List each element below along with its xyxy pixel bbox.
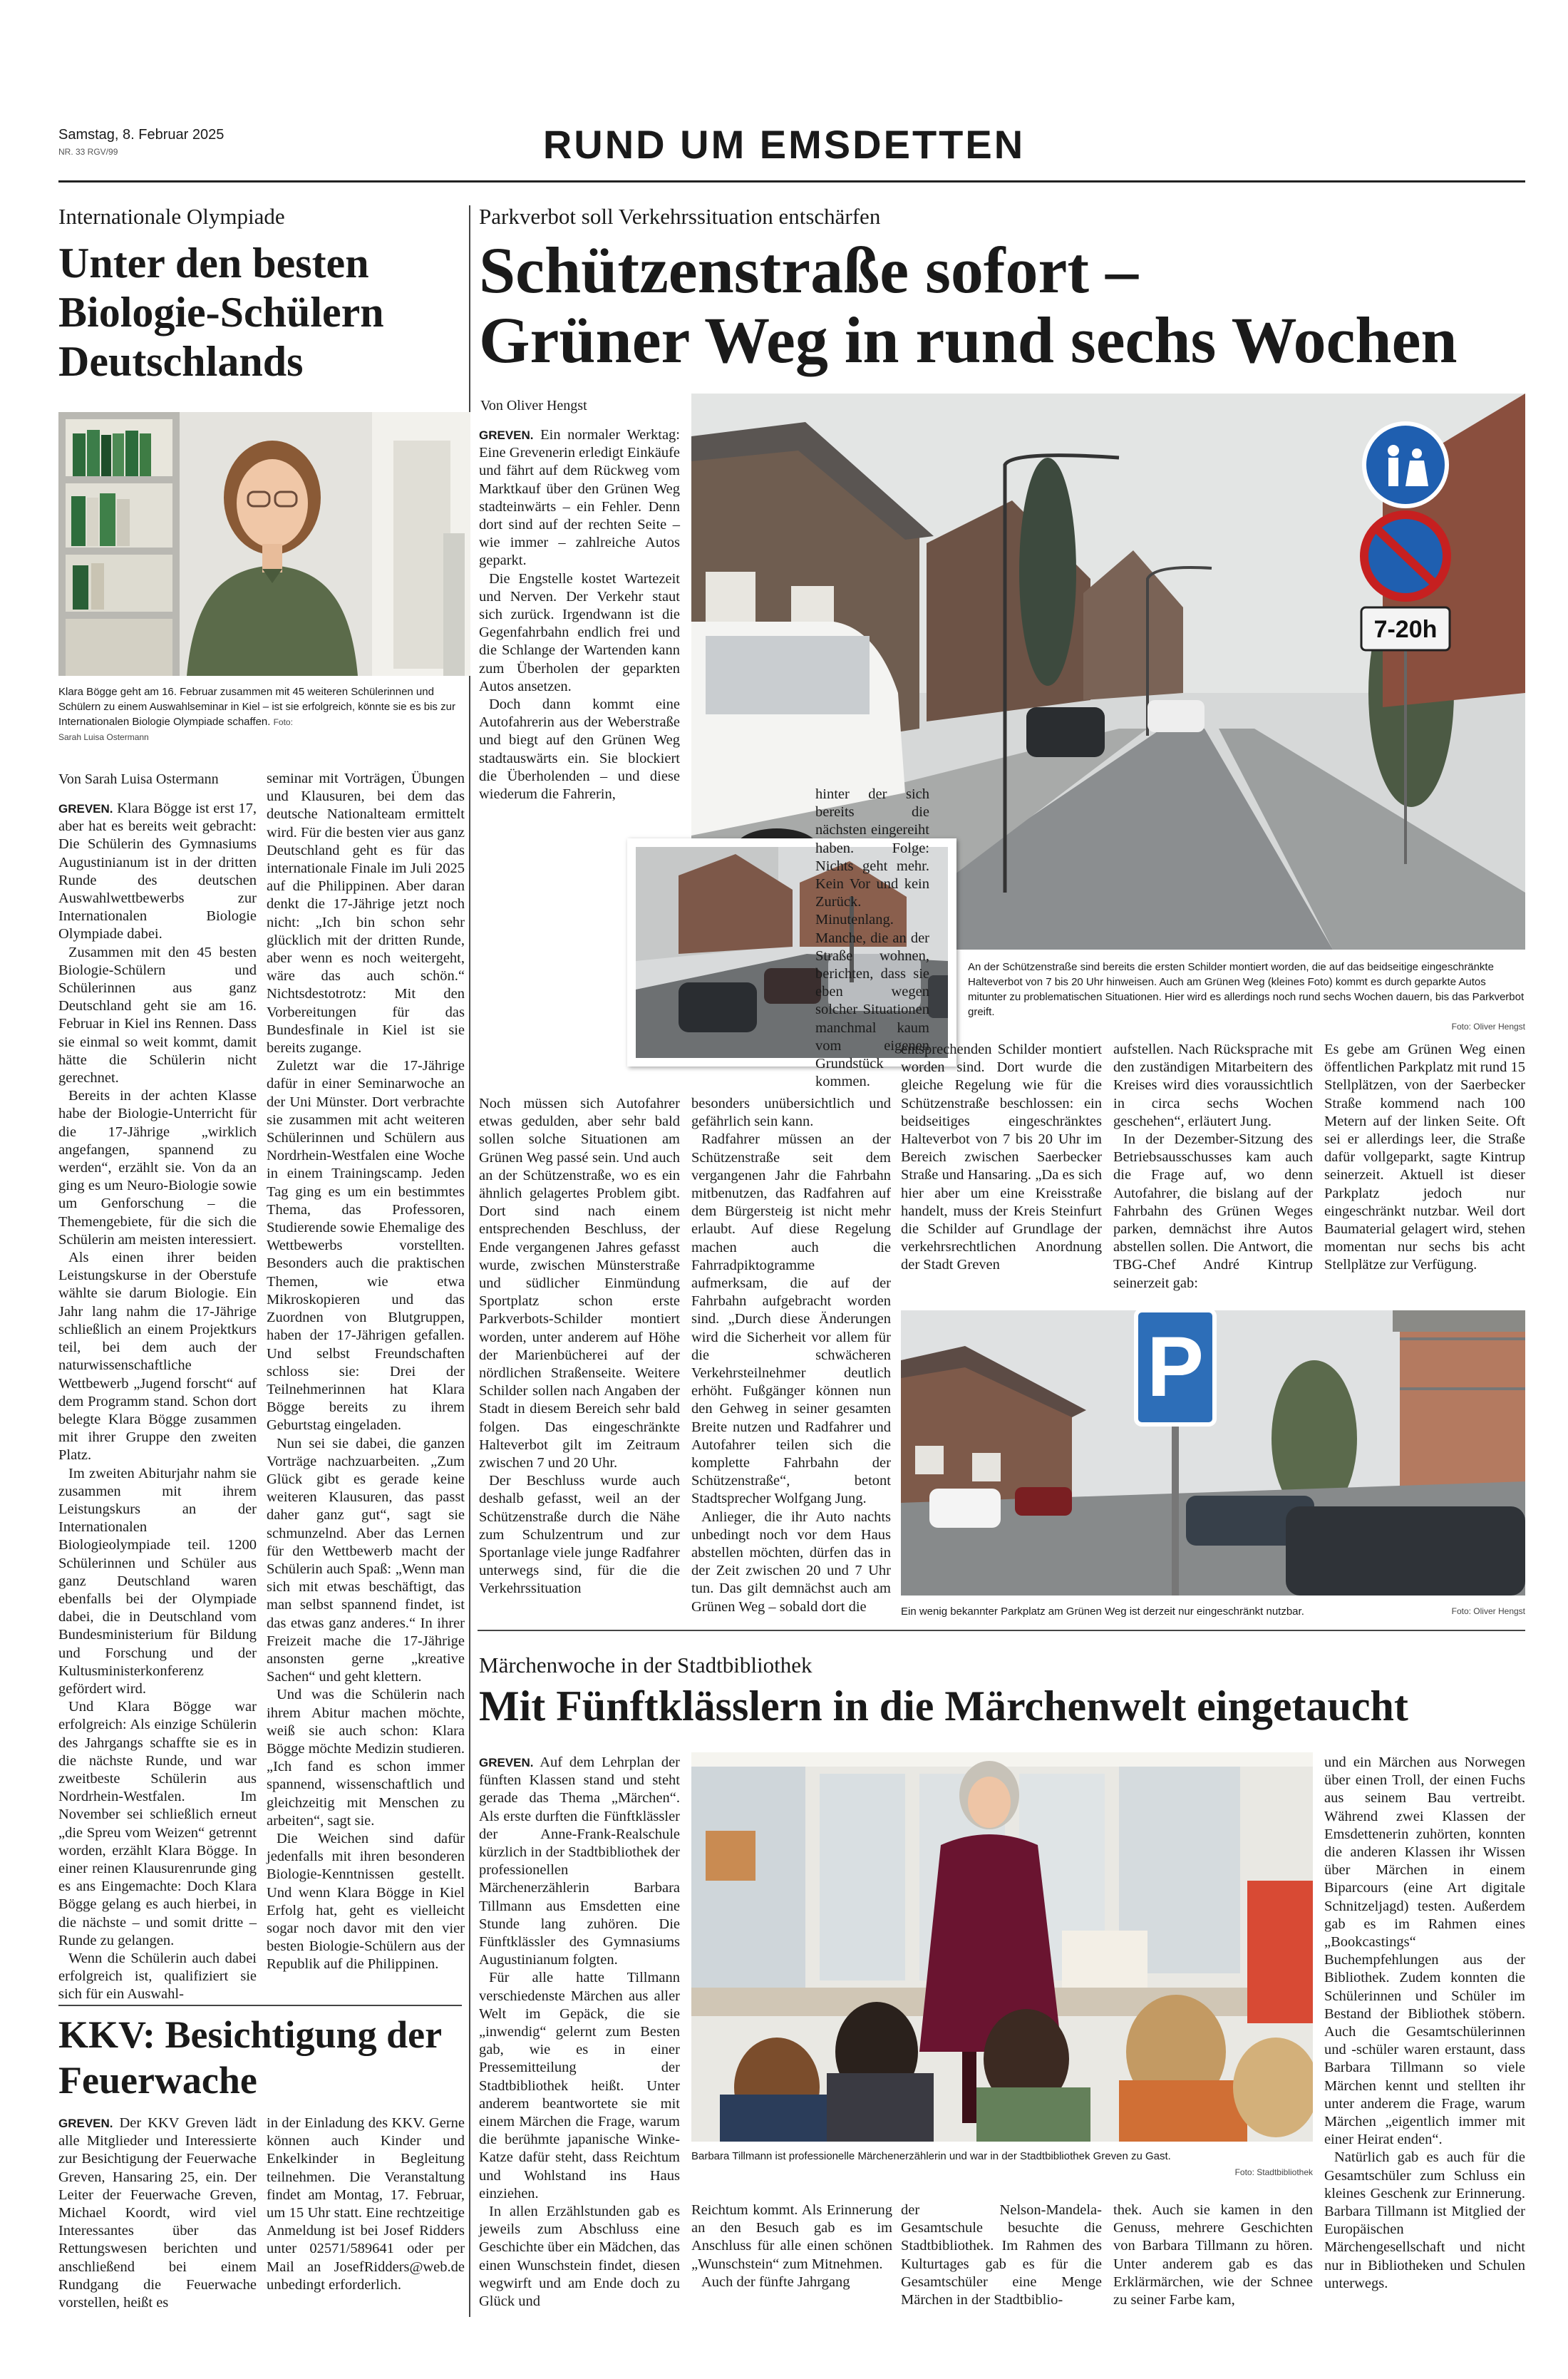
paragraph: In der Dezember-Sitzung des Betriebsausschusses kam auch die Frage auf, wo denn Autofahrer, die bislang auf der Fahrbahn des Grünen Weges parken, demnächst ihre Autos abstellen sollen. Die Antwort, die TBG-Chef André Kintrup seinerzeit gab: xyxy=(1113,1131,1313,1291)
kkv-column-1 xyxy=(58,2115,257,2312)
paragraph: der Nelson-Mandela-Gesamtschule besuchte die Stadtbibliothek. Im Rahmen des Kulturtages gab es für die Gesamtschüler eine Menge Märchen in der Stadtbiblio- xyxy=(901,2202,1102,2308)
olympiade-byline: Von Sarah Luisa Ostermann xyxy=(58,771,219,787)
paragraph: besonders unübersichtlich und gefährlich sein kann. xyxy=(691,1096,891,1130)
paragraph: aufstellen. Nach Rücksprache mit den zuständigen Mitarbeitern des Kreises wird dies voraussichtlich in circa sechs Wochen geschehen“, erläutert Jung. xyxy=(1113,1042,1313,1129)
paragraph: Als einen ihrer beiden Leistungskurse in der Oberstufe wählte sie darum Biologie. Ein Jahr lang nahm die 17-Jährige schließlich an einem Projektkurs teil, bei dem auch der naturwissenschaftliche Wettbewerb „Jugend forscht“ auf dem Programm stand. Schon dort belegte Klara Bögge zusammen mit ihrer Gruppe den zweiten Platz. xyxy=(58,1250,257,1464)
paragraph: Auch der fünfte Jahrgang xyxy=(701,2273,850,2290)
parkverbot-credit-2: Foto: Oliver Hengst xyxy=(1451,1606,1525,1616)
issue-number: NR. 33 RGV/99 xyxy=(58,147,118,157)
header-rule xyxy=(58,180,1525,183)
kkv-column-2 xyxy=(267,2115,465,2294)
parkverbot-headline: Schützenstraße sofort – Grüner Weg in rund sechs Wochen xyxy=(479,234,1458,376)
maerchen-caption: Barbara Tillmann ist professionelle Märchenerzählerin und war in der Stadtbibliothek Greven zu Gast. xyxy=(691,2150,1171,2162)
parkverbot-caption-2: Ein wenig bekannter Parkplatz am Grünen Weg ist derzeit nur eingeschränkt nutzbar. xyxy=(901,1605,1304,1618)
paragraph: GREVEN. Auf dem Lehrplan der fünften Klassen stand und steht gerade das Thema „Märchen“. Als erste durften die Fünftklässler der Anne-Frank-Realschule kürzlich in der Stadtbibliothek der professionellen Märchenerzählerin Barbara Tillmann aus Emsdetten eine Stunde lang zuhören. Die Fünftklässler des Gymnasiums Augustinianum folgten. xyxy=(479,1754,680,1968)
parkverbot-column-2-bottom xyxy=(691,1095,891,1616)
maerchen-column-4 xyxy=(1113,2201,1313,2309)
paragraph: Zuletzt war die 17-Jährige dafür in einer Seminarwoche an der Uni Münster. Dort verbrachte sie zusammen mit acht weiteren Schülerinnen und Schülern aus Nordrhein-Westfalen eine Woche in einem Trainingscamp. Jeden Tag ging es um ein bestimmtes Thema, das Professoren, Studierende sowie Ehemalige des Wettbewerbs vorstellten. Besonders auch die praktischen Themen, wie etwa Mikroskopieren und das Zuordnen von Blutgruppen, haben der 17-Jährigen gefallen. Und selbst Freundschaften schloss sie: Drei der Teilnehmerinnen hat Klara Bögge bereits zu ihrem Geburtstag eingeladen. xyxy=(267,1058,465,1434)
paragraph: Und was die Schülerin nach ihrem Abitur machen möchte, weiß sie auch schon: Klara Bögge möchte Medizin studieren. „Ich fand es schon immer spannend, wissenschaftlich und gleichzeitig mit Menschen zu arbeiten“, sagt sie. xyxy=(267,1687,465,1829)
paragraph: Reichtum kommt. Als Erinnerung an den Besuch gab es im Anschluss für alle einen schönen „Wunschstein“ zum Mitnehmen. xyxy=(691,2202,892,2272)
parkverbot-column-1-bottom xyxy=(479,1095,680,1598)
klara-boegge-photo xyxy=(58,412,470,676)
paragraph: Zusammen mit den 45 besten Biologie-Schülern und Schülerinnen aus ganz Deutschland geht sie am 16. Februar in Kiel ins Rennen. Dass sie einmal so weit kommt, damit hätte die Schülerin nicht gerechnet. xyxy=(58,944,257,1086)
paragraph: Es gebe am Grünen Weg einen öffentlichen Parkplatz mit rund 15 Stellplätzen, von der Saerbecker Straße kommend nach 100 Metern auf der linken Seite. Oft sei er allerdings leer, die Straße dafür vollgeparkt, sagte Kintrup seinerzeit. Aktuell ist dieser Parkplatz jedoch nur eingeschränkt nutzbar. Weil dort Baumaterial gelagert wird, stehen momentan nur sechs bis acht Stellplätze zur Verfügung. xyxy=(1324,1042,1525,1273)
parking-sign-letter: P xyxy=(1146,1319,1205,1414)
parkverbot-column-1-top xyxy=(479,426,680,803)
paragraph: in der Einladung des KKV. Gerne können auch Kinder und Enkelkinder in Begleitung teilnehmen. Die Veranstaltung findet am Montag, 17. Februar, um 15 Uhr statt. Eine rechtzeitige Anmeldung ist bei Josef Ridders unter 02571/589641 oder per Mail an JosefRidders@web.de unbedingt erforderlich. xyxy=(267,2115,465,2293)
article-divider xyxy=(58,2005,462,2006)
paragraph: Und Klara Bögge war erfolgreich: Als einzige Schülerin des Jahrgangs schaffte sie es in die nächste Runde, und war zweitbeste Schülerin aus Nordrhein-Westfalen. Im November sei schließlich erneut „die Spreu vom Weizen“ getrennt worden, erzählt Klara Bögge. In einer reinen Klausurenrunde ging es ans Eingemachte: Doch Klara Bögge gelang es auch hierbei, in die nächste – und somit dritte – Runde zu gelangen. xyxy=(58,1699,257,1948)
parkverbot-column-4 xyxy=(1113,1041,1313,1293)
olympiade-column-1 xyxy=(58,800,257,2004)
paragraph: thek. Auch sie kamen in den Genuss, mehrere Geschichten von Barbara Tillmann zu hören. Unter anderem gab es das Erklärmärchen, wie der Schnee zu seiner Farbe kam, xyxy=(1113,2202,1313,2308)
olympiade-headline: Unter den besten Biologie-Schülern Deutschlands xyxy=(58,240,384,385)
article-divider xyxy=(478,1630,1525,1631)
maerchenerzaehlerin-photo xyxy=(691,1752,1313,2142)
maerchen-column-1-top xyxy=(479,1754,680,2311)
paragraph: hinter der sich bereits die nächsten eingereiht haben. Folge: Nichts geht mehr. Kein Vor und kein Zurück. Minutenlang. Manche, die an der Straße wohnen, berichten, dass sie eben wegen solcher Situationen manchmal kaum vom eigenen Grundstück kommen. xyxy=(815,786,929,1090)
paragraph: Anlieger, die ihr Auto nachts unbedingt noch vor dem Haus abstellen möchten, dürfen das in der Zeit zwischen 20 und 7 Uhr tun. Das gilt demnächst auch am Grünen Weg – sobald dort die xyxy=(691,1509,891,1615)
paragraph: entsprechenden Schilder montiert worden sind. Dort wurde die gleiche Regelung wie für die Schützenstraße beschlossen: ein beidseitiges eingeschränktes Halteverbot von 7 bis 20 Uhr im Bereich zwischen Saerbecker Straße und Hansaring. „Da es sich hier aber um eine Kreisstraße handelt, muss der Kreis Steinfurt die Schilder auf Grundlage der verkehrsrechtlichen Anordnung der Stadt Greven xyxy=(901,1042,1102,1273)
maerchen-column-2 xyxy=(691,2201,892,2291)
maerchen-credit: Foto: Stadtbibliothek xyxy=(1234,2167,1313,2177)
paragraph: Noch müssen sich Autofahrer etwas gedulden, aber sehr bald sollen solche Situationen am Grünen Weg passé sein. Und auch an der Schützenstraße, wo es ein ähnlich gelagertes Problem gibt. Dort sind nach einem entsprechenden Beschluss, der Ende vergangenen Jahres gefasst wurde, zwischen Münsterstraße und südlicher Einmündung Sportplatz schon erste Parkverbots-Schilder montiert worden, unter anderem auf Höhe der Marienbücherei auf der nördlichen Straßenseite. Weitere Schilder sollen nach Angaben der Stadt in diesem Bereich sehr bald folgen. Das eingeschränkte Halteverbot gilt im Zeitraum zwischen 7 und 20 Uhr. xyxy=(479,1096,680,1471)
paragraph: Der Beschluss wurde auch deshalb gefasst, weil an der Schützenstraße durch die Nähe zum Schulzentrum und zur Sportanlage viele junge Radfahrer unterwegs sind, für die die Verkehrssituation xyxy=(479,1473,680,1597)
parkplatz-gruener-weg-photo xyxy=(901,1310,1525,1596)
olympiade-column-2 xyxy=(267,770,465,1974)
paragraph: Doch dann kommt eine Autofahrerin aus der Weberstraße und biegt auf den Grünen Weg stadtauswärts ein. Sie blockiert die Überholenden – und diese wiederum die Fahrerin, xyxy=(479,697,680,803)
paragraph: und ein Märchen aus Norwegen über einen Troll, der einen Fuchs aus seinem Bau vertreibt. Während zwei Klassen der Emsdettenerin zuhörten, konnten die anderen Klassen ihr Wissen über Märchen in einem Biparcours (eine Art digitale Schnitzeljagd) testen. Außerdem gab es im Rahmen eines „Bookcastings“ Buchempfehlungen aus der Bibliothek. Zudem konnten die Schülerinnen und Schüler im Bestand der Bibliothek stöbern. Auch die Gesamtschülerinnen und -schüler waren erstaunt, dass Barbara Tillmann so viele Märchen kennt und stellten ihr unter anderem die Frage, warum Märchen „eigentlich immer mit einer Heirat enden“. xyxy=(1324,1754,1525,2148)
issue-date: Samstag, 8. Februar 2025 xyxy=(58,127,225,143)
paragraph: Bereits in der achten Klasse habe der Biologie-Unterricht für die 17-Jährige „wirklich angefangen, spannend zu werden“, erzählt sie. Von da an ging es um Neuro-Biologie sowie um Genforschung – die Themengebiete, für die sich die Schülerin am meisten interessiert. xyxy=(58,1088,257,1248)
paragraph: In allen Erzählstunden gab es jeweils zum Abschluss eine Geschichte über ein Mädchen, das einen Wunschstein findet, diesen wegwirft und am Ende doch zu Glück und xyxy=(479,2204,680,2310)
parkverbot-byline: Von Oliver Hengst xyxy=(480,398,587,413)
maerchen-headline: Mit Fünftklässlern in die Märchenwelt eingetaucht xyxy=(479,1682,1408,1730)
paragraph: Natürlich gab es auch für die Gesamtschüler zum Schluss ein kleines Geschenk zur Erinnerung. Barbara Tillmann ist Mitglied der Europäischen Märchengesellschaft und nicht nur in Bibliotheken und Schulen unterwegs. xyxy=(1324,2149,1525,2291)
sign-time-label: 7-20h xyxy=(1373,616,1438,643)
paragraph: GREVEN. Der KKV Greven lädt alle Mitglieder und Interessierte zur Besichtigung der Feuerwache Greven, Hansaring 25, ein. Der Leiter der Feuerwache Greven, Michael Koordt, wird viel Interessantes über das Rettungswesen berichten und anschließend bei einem Rundgang die Feuerwache vorstellen, heißt es xyxy=(58,2115,257,2311)
paragraph: Die Engstelle kostet Wartezeit und Nerven. Der Verkehr staut sich zurück. Irgendwann ist die Gegenfahrbahn endlich frei und die Schlange der Wartenden kann zum Überholen der geparkten Autos ansetzen. xyxy=(479,570,680,694)
paragraph: GREVEN. Ein normaler Werktag: Eine Grevenerin erledigt Einkäufe und fährt auf dem Rückweg vom Marktkauf über den Grünen Weg stadteinwärts – ein Fehler. Denn dort sind auf der rechten Seite – wie immer – zahlreiche Autos geparkt. xyxy=(479,427,681,569)
paragraph: seminar mit Vorträgen, Übungen und Klausuren, bei dem das deutsche Nationalteam ermittelt wird. Für die besten vier aus ganz Deutschland geht es für das internationale Finale im Juli 2025 auf die Philippinen. Aber daran denkt die 17-Jährige jetzt noch nicht: „Ich bin schon sehr glücklich mit der dritten Runde, aber wenn es noch weitergeht, wäre das auch schön.“ Nichtsdestotrotz: Mit den Vorbereitungen für das Bundesfinale in Kiel ist sie bereits zugange. xyxy=(267,771,465,1057)
parkverbot-caption-1: An der Schützenstraße sind bereits die ersten Schilder montiert worden, die auf das beidseitige eingeschränkte Halteverbot von 7 bis 20 Uhr hinweisen. Auch am Grünen Weg (kleines Foto) kommt es durch geparkte Autos mitunter zu problematischen Situationen. Hier wird es allerdings noch rund sechs Wochen dauern, bis das Parkverbot greift. Foto: Oliver Hengst xyxy=(968,961,1525,1032)
parkverbot-column-3 xyxy=(901,1041,1102,1275)
paragraph: Für alle hatte Tillmann verschiedenste Märchen aus aller Welt im Gepäck, die sie „inwendig“ gelernt zum Besten gab, wie es in einer Pressemitteilung der Stadtbibliothek heißt. Unter anderem beantwortete sie mit einem Märchen die Frage, warum die berühmte japanische Winke-Katze dafür steht, dass Reichtum und Wohlstand ins Haus einziehen. xyxy=(479,1970,680,2201)
paragraph: Die Weichen sind dafür jedenfalls mit ihren besonderen Biologie-Kenntnissen gestellt. Und wenn Klara Bögge in Kiel Erfolg hat, geht es vielleicht sogar noch davor mit den vier besten Biologie-Schülern aus der Republik auf die Philippinen. xyxy=(267,1830,465,1973)
maerchen-column-5 xyxy=(1324,1754,1525,2293)
section-title: RUND UM EMSDETTEN xyxy=(542,122,1026,167)
paragraph: Radfahrer müssen an der Schützenstraße seit dem vergangenen Jahr die Fahrbahn mitbenutzen, das Radfahren auf dem Bürgersteig ist nicht mehr erlaubt. Auf diese Regelung machen auch die Fahrradpiktogramme aufmerksam, die auf der Fahrbahn aufgebracht worden sind. „Durch diese Änderungen wird die Sicherheit vor allem für die schwächeren Verkehrsteilnehmer deutlich erhöht. Fußgänger können nun den Gehweg in seiner gesamten Breite nutzen und Radfahrer und Autofahrer teilen sich die komplette Fahrbahn der Schützenstraße“, betont Stadtsprecher Wolfgang Jung. xyxy=(691,1131,891,1507)
paragraph: Im zweiten Abiturjahr nahm sie zusammen mit ihrem Leistungskurs an der Internationalen Biologieolympiade teil. 1200 Schülerinnen und Schüler aus ganz Deutschland waren ebenfalls bei der Olympiade dabei, die in Deutschland vom Bundesministerium für Bildung und Forschung und der Kultusministerkonferenz gefördert wird. xyxy=(58,1465,257,1697)
parkverbot-kicker: Parkverbot soll Verkehrssituation entschärfen xyxy=(479,204,881,229)
paragraph: Wenn die Schülerin auch dabei erfolgreich ist, qualifiziert sie sich für ein Auswahl- xyxy=(58,1951,257,2003)
maerchen-kicker: Märchenwoche in der Stadtbibliothek xyxy=(479,1653,813,1677)
maerchen-column-3 xyxy=(901,2201,1102,2309)
parkverbot-column-5 xyxy=(1324,1041,1525,1275)
paragraph: Nun sei sie dabei, die ganzen Vorträge nachzuarbeiten. „Zum Glück gibt es gerade keine weiteren Klausuren, das passt daher ganz gut“, sagt sie schmunzelnd. Aber das Lernen für den Wettbewerb macht der Schülerin auch Spaß: „Wenn man sich mit etwas beschäftigt, das man selbst spannend findet, ist das etwas ganz anderes.“ In ihrer Freizeit mache die 17-Jährige ansonsten gerne „kreative Sachen“ und geht klettern. xyxy=(267,1435,465,1685)
kkv-headline: KKV: Besichtigung der Feuerwache xyxy=(58,2013,443,2102)
olympiade-caption: Klara Bögge geht am 16. Februar zusammen mit 45 weiteren Schülerinnen und Schülern zu einem Auswahlseminar in Kiel – ist sie erfolgreich, könnte sie es bis zur Internationalen Biologie Olympiade schaffen. Foto: Sarah Luisa Ostermann xyxy=(58,686,455,742)
olympiade-kicker: Internationale Olympiade xyxy=(58,204,285,229)
paragraph: GREVEN. Klara Bögge ist erst 17, aber hat es bereits weit gebracht: Die Schülerin des Gymnasiums Augustinianum ist in der dritten Runde des deutschen Auswahlwettbewerbs zur Internationalen Biologie Olympiade dabei. xyxy=(58,801,257,942)
